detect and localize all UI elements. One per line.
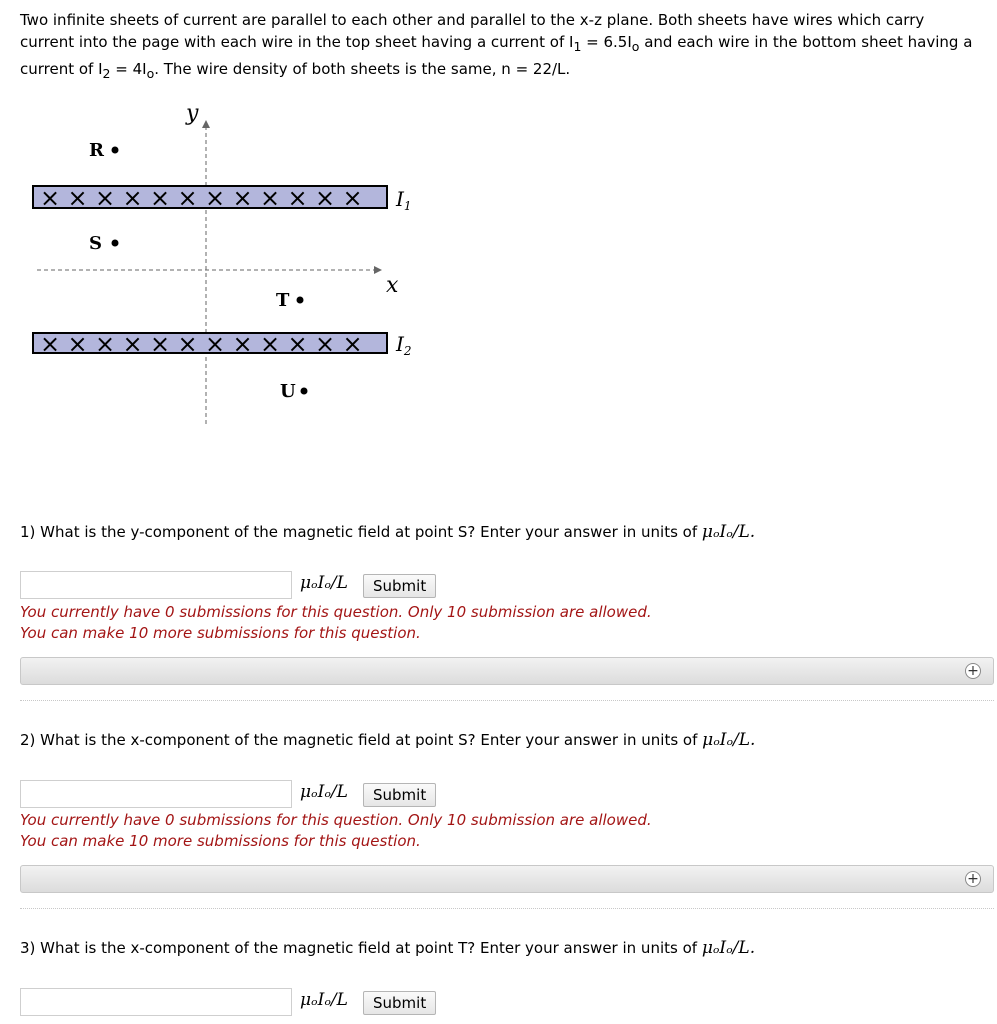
submission-status-2 [20, 810, 652, 852]
answer-input-2[interactable] [20, 780, 292, 808]
x-axis-arrow [374, 266, 382, 274]
question-1-text: 1) What is the y-component of the magnetic field at point S? Enter your answer in units of [20, 523, 702, 541]
question-2-units: μₒIₒ/L. [702, 730, 756, 750]
sheet-2-label: $I_2$ [396, 332, 412, 358]
wire-into-page-icon: × [259, 184, 281, 212]
wire-into-page-icon: × [314, 184, 336, 212]
expand-icon[interactable]: + [965, 663, 981, 679]
intro-text-4: = 4I [110, 60, 147, 78]
wire-into-page-icon: × [149, 330, 171, 358]
answer-input-3[interactable] [20, 988, 292, 1016]
wire-into-page-icon: × [259, 330, 281, 358]
point-r-dot [112, 147, 119, 154]
intro-sub-3: 2 [102, 66, 111, 81]
point-s-label: S [89, 233, 102, 254]
wire-into-page-icon: × [232, 330, 253, 358]
wire-into-page-icon: × [122, 184, 143, 212]
problem-statement [20, 9, 980, 85]
wire-into-page-icon: × [314, 330, 336, 358]
wire-into-page-icon: × [149, 184, 171, 212]
wire-into-page-icon: × [342, 184, 363, 212]
wire-into-page-icon: × [67, 184, 88, 212]
submit-button-3[interactable]: Submit [363, 991, 436, 1015]
submission-remaining-2: You can make 10 more submissions for this question. [20, 832, 421, 850]
help-panel-2[interactable] [20, 865, 994, 893]
current-sheets-diagram [0, 98, 440, 438]
intro-sub-4: o [146, 66, 155, 81]
wire-into-page-icon: × [342, 330, 363, 358]
answer-unit-3: μₒIₒ/L [300, 990, 348, 1010]
submission-count-1: You currently have 0 submissions for this question. Only 10 submission are allowed. [20, 603, 652, 621]
intro-text-2: = 6.5I [581, 33, 632, 51]
help-panel-1[interactable] [20, 657, 994, 685]
question-3-text: 3) What is the x-component of the magnetic field at point T? Enter your answer in units of [20, 939, 702, 957]
x-axis-label: x [386, 273, 399, 298]
question-1 [20, 522, 755, 542]
point-r-label: R [89, 140, 104, 161]
submit-button-1[interactable]: Submit [363, 574, 436, 598]
point-t-dot [297, 297, 304, 304]
divider [20, 908, 994, 909]
point-s-dot [112, 240, 119, 247]
submission-count-2: You currently have 0 submissions for this question. Only 10 submission are allowed. [20, 811, 652, 829]
wire-into-page-icon: × [94, 330, 116, 358]
sheet-1-label: $I_1$ [396, 187, 412, 213]
intro-text-5: . The wire density of both sheets is the same, n = 22/L. [154, 60, 571, 78]
question-3 [20, 938, 755, 958]
answer-unit-1: μₒIₒ/L [300, 573, 348, 593]
intro-sub-1: 1 [573, 39, 582, 54]
expand-icon[interactable]: + [965, 871, 981, 887]
intro-sub-2: o [631, 39, 640, 54]
wire-into-page-icon: × [287, 330, 308, 358]
wire-into-page-icon: × [122, 330, 143, 358]
wire-into-page-icon: × [94, 184, 116, 212]
submission-remaining-1: You can make 10 more submissions for this question. [20, 624, 421, 642]
wire-into-page-icon: × [204, 184, 226, 212]
intro-text-3: and each wire in the bottom sheet having a current of I [20, 33, 973, 78]
point-u-label: U [280, 381, 296, 402]
y-axis-label: y [186, 101, 199, 126]
question-3-units: μₒIₒ/L. [701, 938, 756, 958]
answer-unit-2: μₒIₒ/L [300, 782, 348, 802]
wire-into-page-icon: × [232, 184, 253, 212]
submit-button-2[interactable]: Submit [363, 783, 436, 807]
wire-into-page-icon: × [177, 330, 198, 358]
wire-into-page-icon: × [39, 330, 61, 358]
point-u-dot [301, 388, 308, 395]
question-2 [20, 730, 755, 750]
point-t-label: T [276, 290, 290, 311]
question-1-units: μₒIₒ/L. [701, 522, 756, 542]
wire-into-page-icon: × [287, 184, 308, 212]
wire-into-page-icon: × [177, 184, 198, 212]
wire-into-page-icon: × [39, 184, 61, 212]
answer-input-1[interactable] [20, 571, 292, 599]
submission-status-1 [20, 602, 652, 644]
y-axis-arrow [202, 120, 210, 128]
intro-text-1: Two infinite sheets of current are parallel to each other and parallel to the x-z plane. Both sheets have wires which carry current into the page with each wire in the top sheet having a current of I [20, 11, 925, 51]
wire-into-page-icon: × [204, 330, 226, 358]
wire-into-page-icon: × [67, 330, 88, 358]
question-2-text: 2) What is the x-component of the magnetic field at point S? Enter your answer in units of [20, 731, 703, 749]
divider [20, 700, 994, 701]
